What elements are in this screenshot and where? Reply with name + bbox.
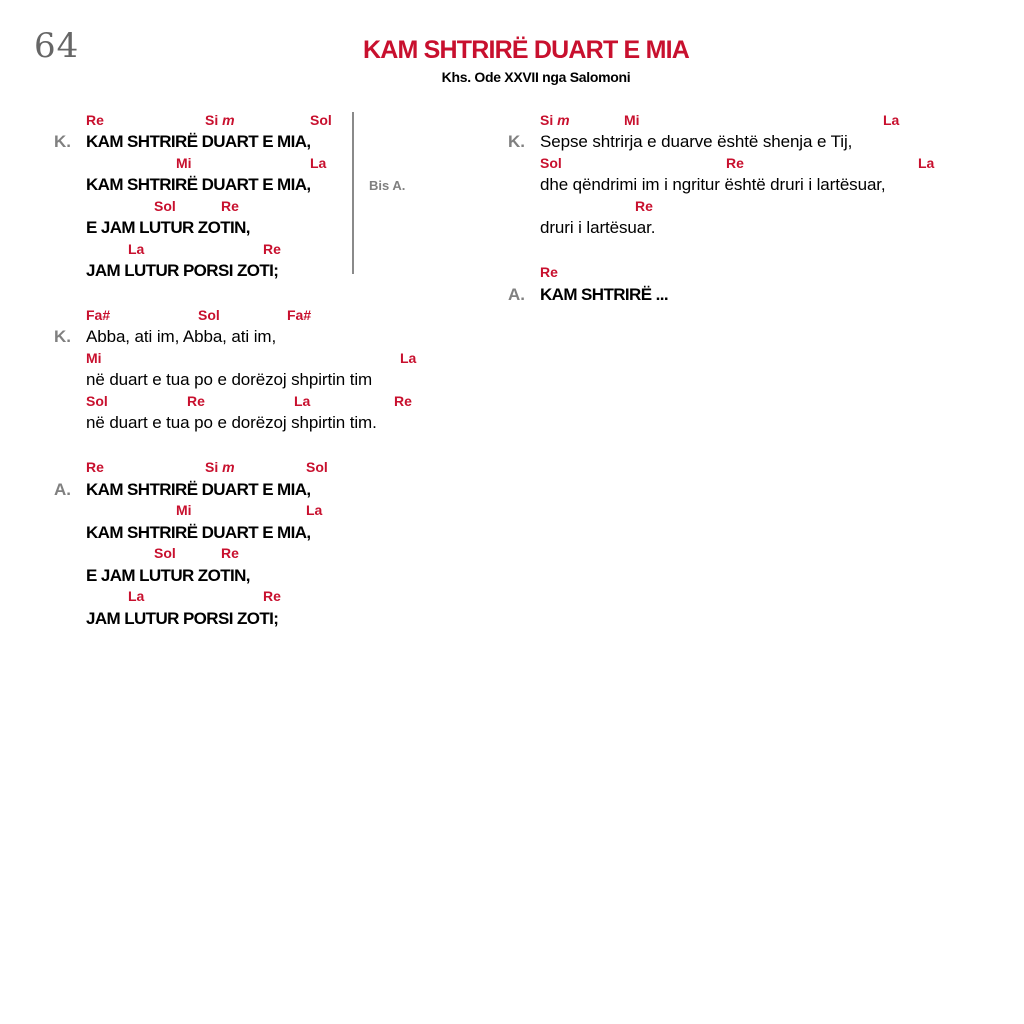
chord: Re bbox=[187, 393, 205, 409]
lyric-line: E JAM LUTUR ZOTIN, bbox=[86, 218, 250, 237]
song-subtitle: Khs. Ode XXVII nga Salomoni bbox=[441, 69, 631, 85]
chord: Re bbox=[86, 112, 104, 128]
chord: Re bbox=[263, 588, 281, 604]
chord: La bbox=[128, 241, 145, 257]
chord: Mi bbox=[624, 112, 640, 128]
lyric-line: Abba, ati im, Abba, ati im, bbox=[86, 327, 277, 346]
lyric-line: JAM LUTUR PORSI ZOTI; bbox=[86, 261, 279, 280]
lyric-line: KAM SHTRIRË DUART E MIA, bbox=[86, 523, 311, 542]
lyric-line: në duart e tua po e dorëzoj shpirtin tim bbox=[86, 370, 373, 389]
section-marker: K. bbox=[508, 132, 525, 151]
lyric-line: KAM SHTRIRË DUART E MIA, bbox=[86, 175, 311, 194]
chord: Sol bbox=[306, 459, 328, 475]
chord: Re bbox=[263, 241, 281, 257]
chord: La bbox=[128, 588, 145, 604]
chord: La bbox=[294, 393, 311, 409]
chord: Mi bbox=[176, 155, 192, 171]
bis-label: Bis A. bbox=[369, 178, 406, 193]
chord: La bbox=[400, 350, 417, 366]
chord: Sol bbox=[154, 545, 176, 561]
chord: Re bbox=[394, 393, 412, 409]
lyric-line: dhe qëndrimi im i ngritur është druri i lartësuar, bbox=[540, 175, 886, 194]
chord: La bbox=[918, 155, 935, 171]
bis-bracket-line bbox=[352, 112, 354, 274]
page-number: 64 bbox=[34, 26, 80, 66]
section-marker: K. bbox=[54, 132, 71, 151]
chord: Re bbox=[86, 459, 104, 475]
lyric-line: në duart e tua po e dorëzoj shpirtin tim. bbox=[86, 413, 377, 432]
chord: Re bbox=[221, 198, 239, 214]
chord: Si m bbox=[205, 112, 235, 128]
chord: Re bbox=[540, 264, 558, 280]
chord: Si m bbox=[205, 459, 235, 475]
chord: Fa# bbox=[86, 307, 111, 323]
section-marker: K. bbox=[54, 327, 71, 346]
chord: Si m bbox=[540, 112, 570, 128]
section-marker: A. bbox=[508, 285, 525, 304]
chord: Mi bbox=[176, 502, 192, 518]
lyric-line: KAM SHTRIRË ... bbox=[540, 285, 668, 304]
lyric-line: JAM LUTUR PORSI ZOTI; bbox=[86, 609, 279, 628]
chord: Sol bbox=[198, 307, 220, 323]
chord: Re bbox=[635, 198, 653, 214]
song-title: KAM SHTRIRË DUART E MIA bbox=[362, 36, 690, 64]
section-marker: A. bbox=[54, 480, 71, 499]
chord: Sol bbox=[154, 198, 176, 214]
chord: Sol bbox=[540, 155, 562, 171]
chord: Fa# bbox=[287, 307, 312, 323]
chord: La bbox=[883, 112, 900, 128]
chord: Re bbox=[221, 545, 239, 561]
lyric-line: KAM SHTRIRË DUART E MIA, bbox=[86, 132, 311, 151]
chord: La bbox=[310, 155, 327, 171]
chord: Re bbox=[726, 155, 744, 171]
chord: Sol bbox=[310, 112, 332, 128]
lyric-line: Sepse shtrirja e duarve është shenja e Tij, bbox=[540, 132, 853, 151]
chord: Sol bbox=[86, 393, 108, 409]
lyric-line: druri i lartësuar. bbox=[540, 218, 656, 237]
chord: Mi bbox=[86, 350, 102, 366]
chord: La bbox=[306, 502, 323, 518]
lyric-line: E JAM LUTUR ZOTIN, bbox=[86, 566, 250, 585]
lyric-line: KAM SHTRIRË DUART E MIA, bbox=[86, 480, 311, 499]
